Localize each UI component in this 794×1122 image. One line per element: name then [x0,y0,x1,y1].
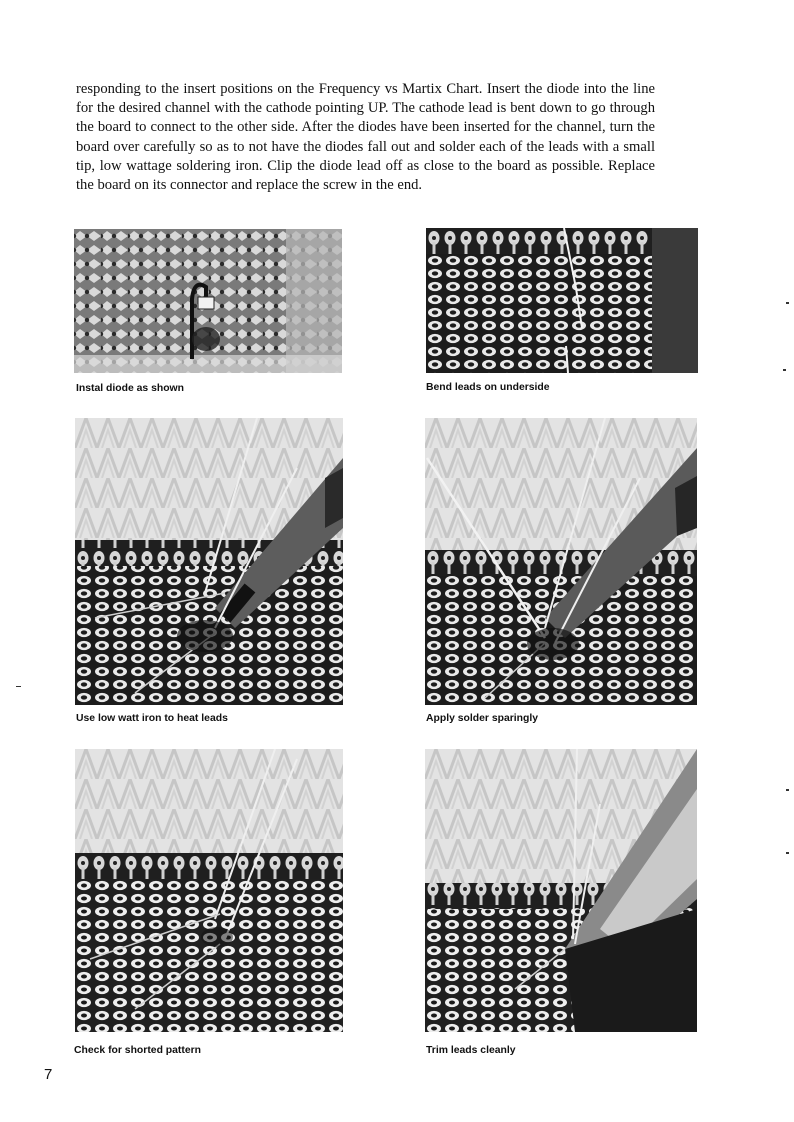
caption-install-diode: Instal diode as shown [76,383,184,394]
caption-check-pattern: Check for shorted pattern [74,1045,202,1056]
caption-heat-leads: Use low watt iron to heat leads [76,713,228,724]
caption-apply-solder: Apply solder sparingly [426,713,539,724]
photo-heat-leads [75,418,343,705]
scan-speck [786,302,789,304]
scan-speck [786,852,789,854]
scan-speck [786,789,789,791]
caption-bend-leads: Bend leads on underside [426,382,550,393]
body-paragraph: responding to the insert positions on the Frequency vs Martix Chart. Insert the diode into the line for the desired channel with the cathode pointing UP. The cathode lead is bent down to go through the board to connect to the other side. After the diodes have been inserted for the channel, turn the board over carefully so as to not have the diodes fall out and solder each of the leads with a small tip, low wattage soldering iron. Clip the diode lead off as close to the board as possible. Replace the board on its connector and replace the screw in the end. [76,81,655,194]
photo-bend-leads [426,228,698,373]
photo-apply-solder [425,418,697,705]
scan-speck [783,369,786,371]
caption-trim-leads: Trim leads cleanly [426,1045,516,1056]
photo-check-pattern [75,749,343,1032]
scan-speck [16,686,21,687]
photo-install-diode [74,229,342,373]
photo-trim-leads [425,749,697,1032]
page-number: 7 [44,1066,53,1083]
